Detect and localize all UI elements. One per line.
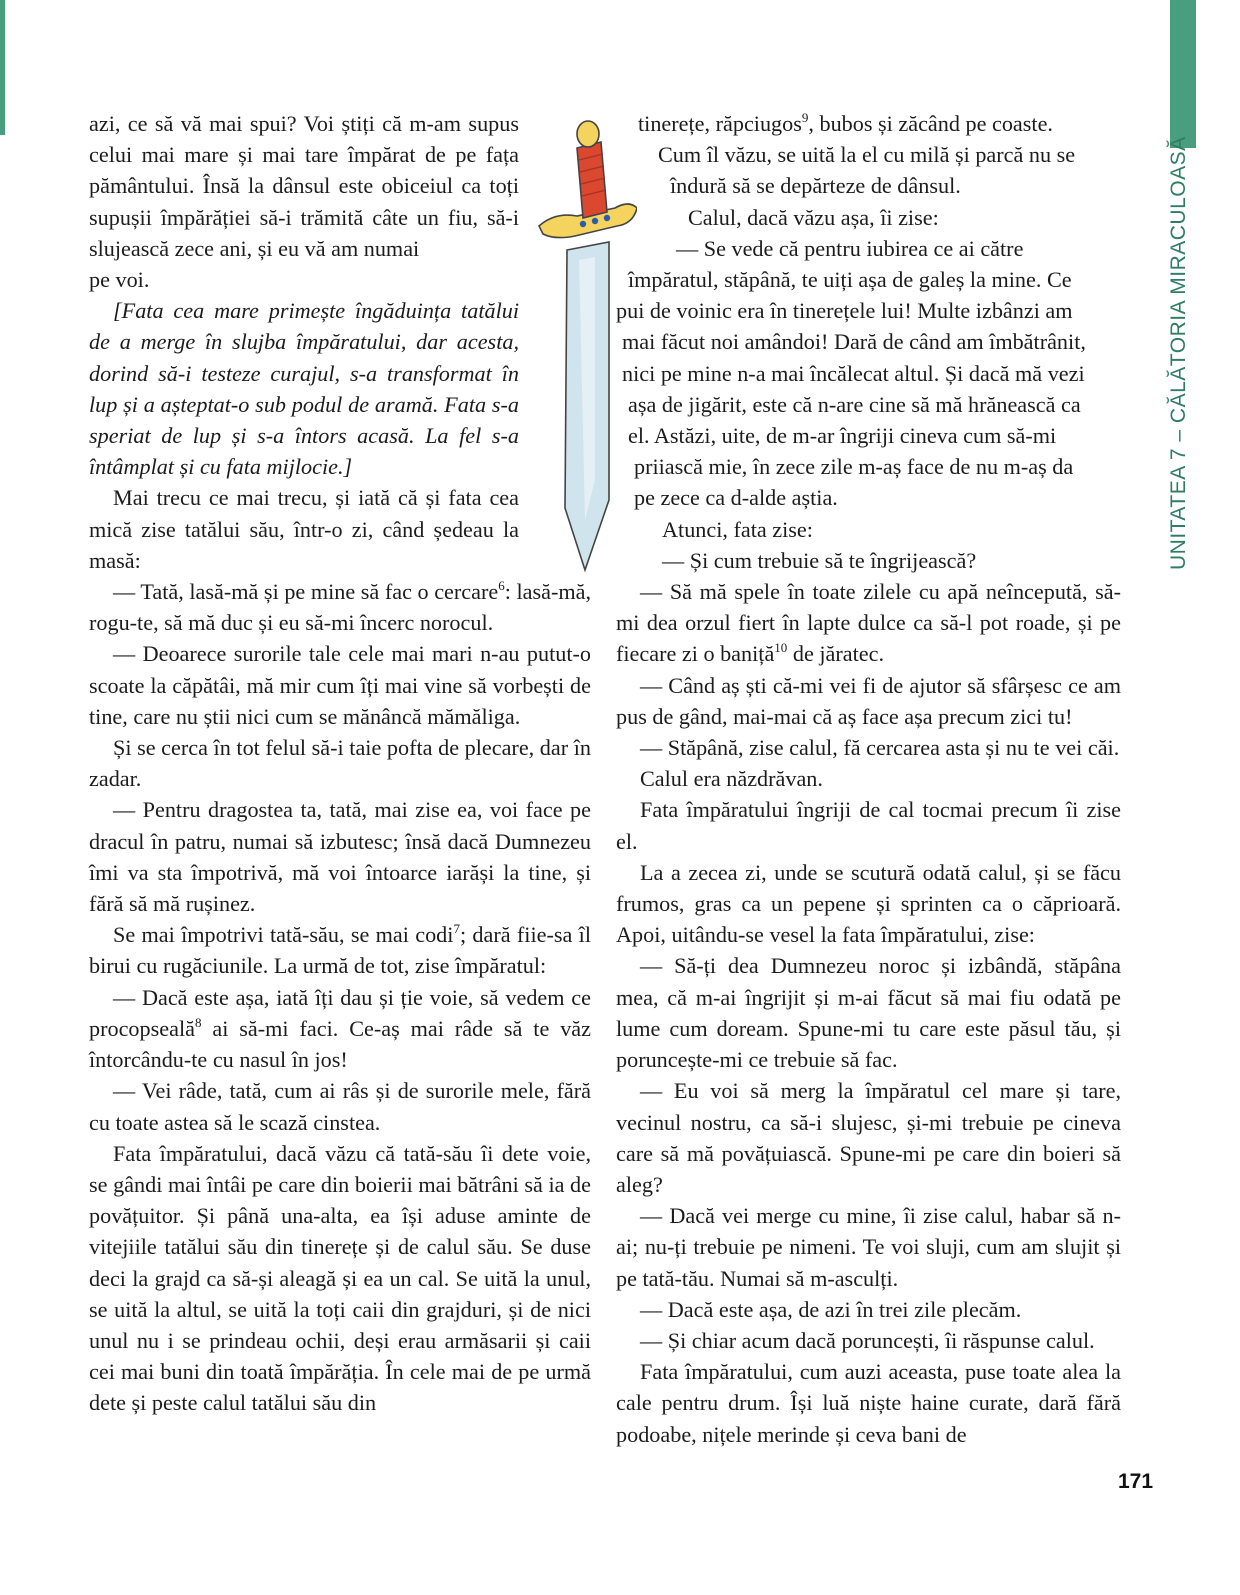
paragraph: — Se vede că pentru iubirea ce ai către	[676, 235, 1024, 261]
paragraph: Fata împăratului, cum auzi aceasta, puse toate alea la cale pentru drum. Își luă niște haine curate, dară fără podoabe, nițele merinde și ceva bani de	[616, 1359, 1121, 1447]
paragraph: — Și chiar acum dacă poruncești, îi răspunse calul.	[640, 1327, 1095, 1353]
paragraph: pe zece ca d-alde aștia.	[634, 485, 838, 511]
paragraph: tinerețe, răpciugos$^9$, bubos și zăcând pe coaste.	[638, 109, 1053, 136]
paragraph: — Să mă spele în toate zilele cu apă neîncepută, să-mi dea orzul fiert în lapte dulce ca să-l pot roade, și pe fiecare zi o baniță$^{10}$ de jăratec.	[616, 579, 1121, 667]
paragraph: La a zecea zi, unde se scutură odată calul, și se făcu frumos, gras ca un pepene și sprinten ca o căprioară. Apoi, uitându-se vesel la fata împăratului, zise:	[616, 859, 1121, 948]
paragraph: Atunci, fata zise:	[662, 516, 813, 542]
paragraph: nici pe mine n-a mai încălecat altul. Și dacă mă vezi	[622, 360, 1085, 386]
footnote-marker: 8	[194, 1014, 202, 1030]
italic-summary-paragraph: [Fata cea mare primește îngăduința tatălui de a merge în slujba împăratului, dar acesta, dorind să-i testeze curajul, s-a transformat în lup și a așteptat-o sub podul de aramă. Fata s-a speriat de lup și s-a întors acasă. La fel s-a întâmplat și cu fata mijlocie.]	[89, 298, 519, 480]
paragraph: pe voi.	[89, 267, 150, 293]
left-text-column	[89, 108, 591, 1419]
paragraph: — Când aș ști că-mi vei fi de ajutor să sfârșesc ce am pus de gând, mai-mai că aș face așa precum zici tu!	[616, 672, 1121, 729]
paragraph: — Și cum trebuie să te îngrijească?	[662, 547, 977, 573]
paragraph: pui de voinic era în tinerețele lui! Multe izbânzi am	[616, 298, 1073, 324]
paragraph: — Eu voi să merg la împăratul cel mare și tare, vecinul nostru, ca să-i slujesc, și-mi trebuie pe cineva care să mă povățuiască. Spune-mi pe care din boieri să aleg?	[616, 1078, 1121, 1197]
paragraph: — Pentru dragostea ta, tată, mai zise ea, voi face pe dracul în patru, numai să izbutesc; însă dacă Dumnezeu îmi va sta împotrivă, mă voi întoarce iarăși la tine, și fără să mă rușinez.	[89, 797, 591, 917]
paragraph: Cum îl văzu, se uită la el cu milă și parcă nu se	[658, 142, 1076, 168]
chapter-side-title: UNITATEA 7 – CĂLĂTORIA MIRACULOASĂ	[1167, 136, 1190, 570]
paragraph: Și se cerca în tot felul să-i taie pofta de plecare, dar în zadar.	[89, 735, 591, 792]
paragraph: mai făcut noi amândoi! Dară de când am îmbătrânit,	[622, 329, 1086, 355]
paragraph: împăratul, stăpână, te uiți așa de galeș la mine. Ce	[628, 267, 1072, 293]
paragraph: Se mai împotrivi tată-său, se mai codi$^7$; dară fiie-sa îl birui cu rugăciunile. La urmă de tot, zise împăratul:	[89, 920, 591, 979]
paragraph: — Deoarece surorile tale cele mai mari n-au putut-o scoate la căpătâi, mă mir cum îți mai vine să vorbești de tine, care nu știi nici cum se mănâncă mămăliga.	[89, 641, 591, 729]
paragraph: — Vei râde, tată, cum ai râs și de surorile mele, fără cu toate astea să le scază cinstea.	[89, 1078, 591, 1135]
paragraph: — Tată, lasă-mă și pe mine să fac o cercare$^6$: lasă-mă, rogu-te, să mă duc și eu să-mi încerc norocul.	[89, 577, 592, 636]
footnote-marker: 6	[498, 577, 505, 593]
footnote-marker: 7	[453, 920, 460, 936]
paragraph: — Dacă este așa, iată îți dau și ție voie, să vedem ce procopseală$^8$ ai să-mi faci. Ce-aș mai râde să te văz întorcându-te cu nasul în jos!	[89, 984, 591, 1073]
footnote-marker: 10	[774, 640, 788, 656]
chapter-side-tab	[1170, 0, 1196, 148]
paragraph: Fata împăratului îngriji de cal tocmai precum îi zise el.	[616, 797, 1121, 854]
paragraph: Calul era năzdrăvan.	[640, 766, 823, 792]
paragraph: — Să-ți dea Dumnezeu noroc și izbândă, stăpâna mea, că m-ai îngrijit și m-ai făcut să mai fiu odată pe lume cum doream. Spune-mi tu care este păsul tău, și poruncește-mi ce trebuie să fac.	[616, 953, 1121, 1073]
paragraph: priiască mie, în zece zile m-aș face de nu m-aș da	[634, 454, 1074, 480]
left-edge-accent-bar	[0, 0, 5, 135]
paragraph: așa de jigărit, este că n-are cine să mă hrănească ca	[628, 391, 1081, 417]
paragraph: — Dacă vei merge cu mine, îi zise calul, habar să n-ai; nu-ți trebuie pe nimeni. Te voi sluji, cum am slujit și pe tată-tău. Numai să m-asculți.	[616, 1203, 1121, 1291]
paragraph: îndură să se depărteze de dânsul.	[670, 173, 961, 199]
page-number: 171	[1118, 1470, 1154, 1493]
paragraph: — Stăpână, zise calul, fă cercarea asta și nu te vei căi.	[640, 735, 1120, 761]
paragraph: azi, ce să vă mai spui? Voi știți că m-am supus celui mai mare și mai tare împărat de pe fața pământului. Însă la dânsul este obiceiul ca toți supușii împărăției să-i trămită câte un fiu, să-i slujească zece ani, și eu vă am numai	[89, 111, 519, 261]
paragraph: el. Astăzi, uite, de m-ar îngriji cineva cum să-mi	[628, 423, 1057, 449]
footnote-marker: 9	[801, 109, 809, 125]
paragraph: Mai trecu ce mai trecu, și iată că și fata cea mică zise tatălui său, într-o zi, când ședeau la masă:	[89, 485, 519, 573]
paragraph: Calul, dacă văzu așa, îi zise:	[688, 204, 939, 230]
right-text-column	[616, 108, 1121, 1450]
paragraph: — Dacă este așa, de azi în trei zile plecăm.	[640, 1296, 1022, 1322]
paragraph: Fata împăratului, dacă văzu că tată-său îi dete voie, se gândi mai întâi pe care din boierii mai bătrâni să ia de povățuitor. Și până una-alta, ea își aduse aminte de vitejiile tatălui său din tinerețe și de calul său. Se duse deci la grajd ca să-și aleagă și ea un cal. Se uită la unul, se uită la altul, se uită la toți caii din grajduri, și de nici unul nu i se prindeau ochii, deși erau armăsarii și caii cei mai buni din toată împărăția. În cele mai de pe urmă dete și peste calul tatălui său din	[89, 1140, 591, 1416]
